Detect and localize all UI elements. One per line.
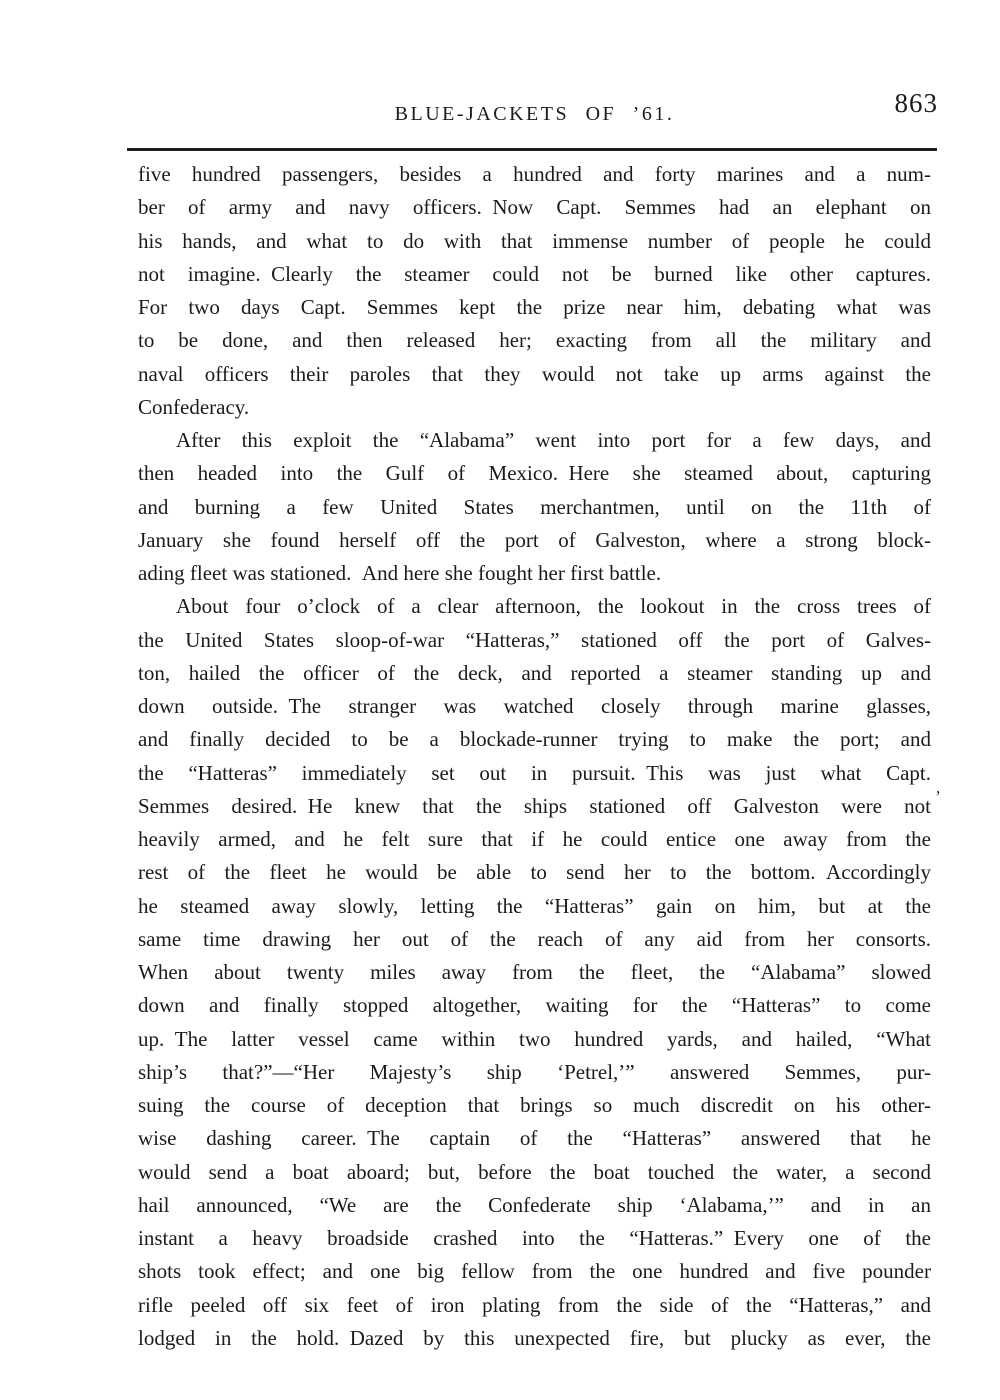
text-line: Semmes desired. He knew that the ships stationed off Galveston were not bbox=[138, 793, 931, 818]
text-line: suing the course of deception that brings so much discredit on his other- bbox=[138, 1093, 931, 1117]
text-line: rest of the fleet he would be able to send her to the bottom. Accordingly bbox=[138, 860, 931, 885]
text-line: rifle peeled off six feet of iron plating from the side of the “Hatteras,” and bbox=[138, 1292, 931, 1317]
text-line: the “Hatteras” immediately set out in pursuit. This was just what Capt. bbox=[138, 760, 931, 785]
text-line: shots took effect; and one big fellow from the one hundred and five pounder bbox=[138, 1259, 931, 1284]
header-divider bbox=[127, 148, 937, 151]
text-line: After this exploit the “Alabama” went into port for a few days, and bbox=[176, 428, 931, 452]
text-line: instant a heavy broadside crashed into the “Hatteras.” Every one of the bbox=[138, 1226, 931, 1250]
text-line: lodged in the hold. Dazed by this unexpected fire, but plucky as ever, the bbox=[138, 1325, 931, 1350]
text-line: Confederacy. bbox=[138, 394, 250, 419]
text-line: down outside. The stranger was watched closely through marine glasses, bbox=[138, 694, 931, 718]
page-title: BLUE-JACKETS OF ’61. bbox=[394, 103, 675, 125]
text-line: For two days Capt. Semmes kept the prize near him, debating what was bbox=[138, 295, 931, 319]
text-line: and finally decided to be a blockade-runner trying to make the port; and bbox=[138, 727, 931, 752]
text-line: January she found herself off the port of Galveston, where a strong block- bbox=[138, 527, 931, 552]
page-number: 863 bbox=[894, 88, 938, 118]
text-line: About four o’clock of a clear afternoon, the lookout in the cross trees of bbox=[176, 594, 931, 619]
text-line: ber of army and navy officers. Now Capt. Semmes had an elephant on bbox=[138, 195, 931, 220]
page-body bbox=[138, 158, 931, 1355]
text-line: When about twenty miles away from the fleet, the “Alabama” slowed bbox=[138, 960, 931, 984]
text-line: the United States sloop-of-war “Hatteras,” stationed off the port of Galves- bbox=[138, 627, 931, 652]
text-line: up. The latter vessel came within two hundred yards, and hailed, “What bbox=[138, 1026, 931, 1051]
text-line: ading fleet was stationed. And here she fought her first battle. bbox=[138, 561, 662, 585]
text-line: five hundred passengers, besides a hundred and forty marines and a num- bbox=[138, 162, 931, 186]
text-line: naval officers their paroles that they would not take up arms against the bbox=[138, 361, 931, 386]
text-line: ton, hailed the officer of the deck, and reported a steamer standing up and bbox=[138, 660, 931, 685]
scan-speck: , bbox=[936, 778, 941, 797]
text-line: he steamed away slowly, letting the “Hatteras” gain on him, but at the bbox=[138, 893, 931, 918]
text-line: wise dashing career. The captain of the “Hatteras” answered that he bbox=[138, 1126, 931, 1151]
text-line: heavily armed, and he felt sure that if he could entice one away from the bbox=[138, 827, 931, 851]
text-line: down and finally stopped altogether, waiting for the “Hatteras” to come bbox=[138, 993, 931, 1018]
text-line: then headed into the Gulf of Mexico. Here she steamed about, capturing bbox=[138, 461, 931, 486]
running-header bbox=[138, 103, 931, 126]
text-line: would send a boat aboard; but, before the boat touched the water, a second bbox=[138, 1159, 931, 1184]
text-line: and burning a few United States merchantmen, until on the 11th of bbox=[138, 494, 931, 519]
text-line: to be done, and then released her; exacting from all the military and bbox=[138, 328, 931, 353]
text-line: ship’s that?”—“Her Majesty’s ship ‘Petrel,’” answered Semmes, pur- bbox=[138, 1059, 931, 1084]
text-line: hail announced, “We are the Confederate ship ‘Alabama,’” and in an bbox=[138, 1192, 931, 1217]
text-line: not imagine. Clearly the steamer could not be burned like other captures. bbox=[138, 261, 931, 286]
text-line: his hands, and what to do with that immense number of people he could bbox=[138, 228, 931, 253]
text-line: same time drawing her out of the reach of any aid from her consorts. bbox=[138, 926, 931, 951]
